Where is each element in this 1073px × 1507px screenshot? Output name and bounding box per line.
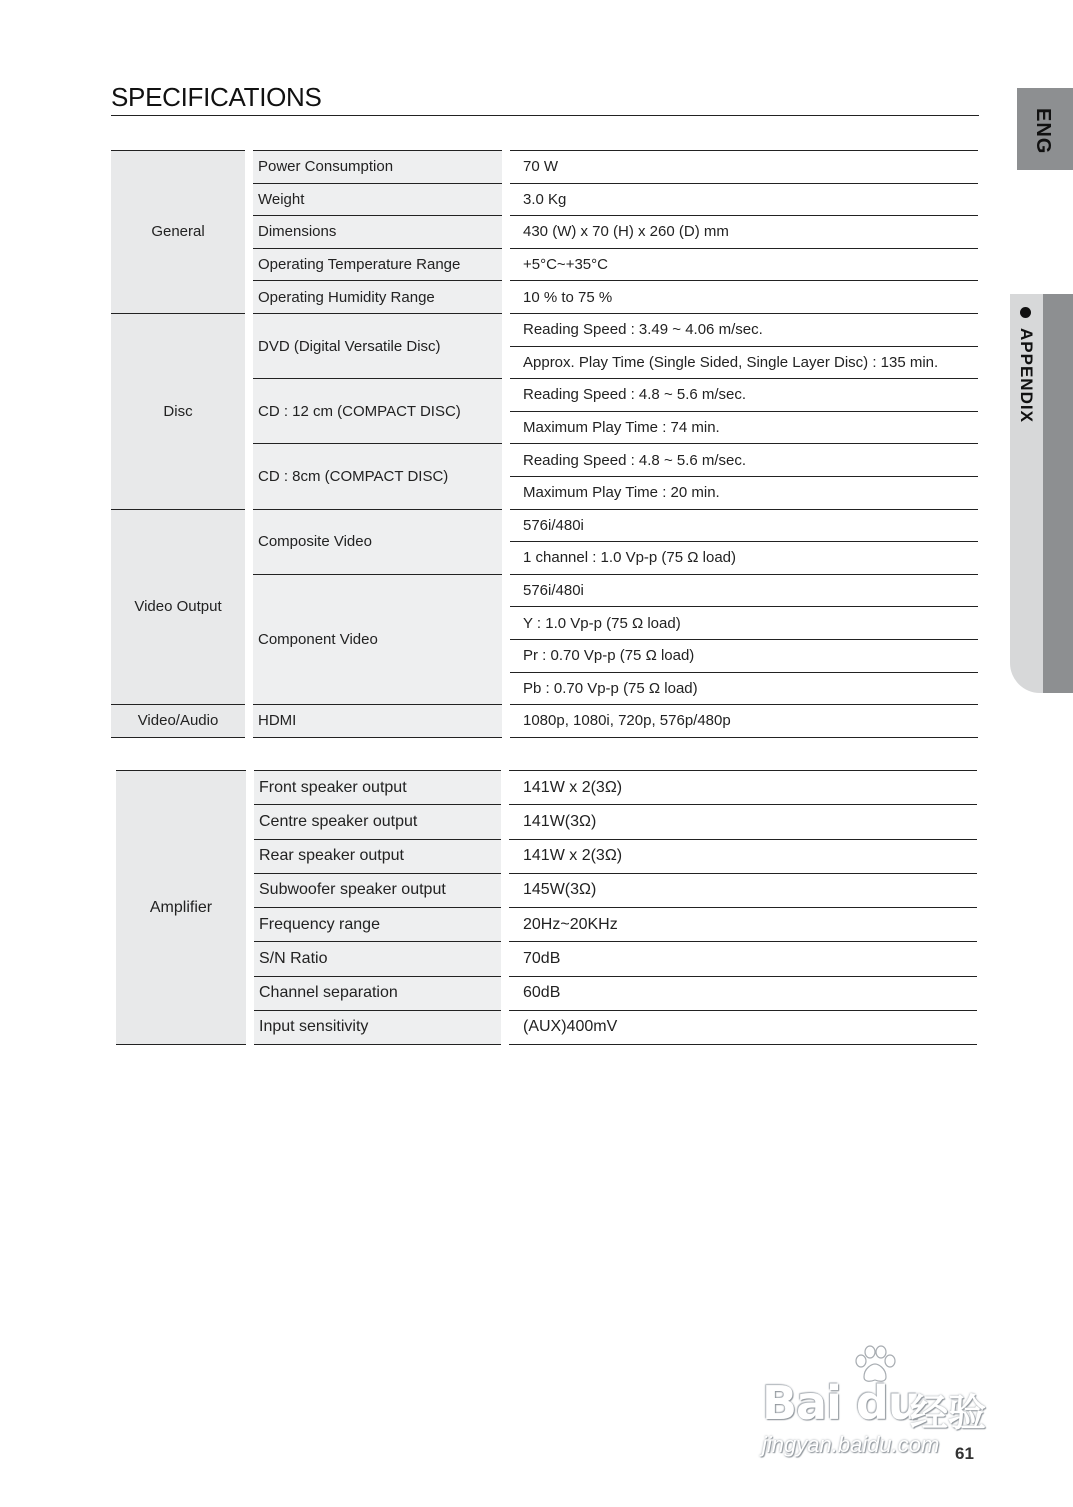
watermark-chinese: 经验 (910, 1393, 987, 1435)
spec-value: 430 (W) x 70 (H) x 260 (D) mm (510, 216, 978, 249)
spec-item: Operating Humidity Range (253, 281, 502, 314)
category-general: General (111, 151, 245, 314)
language-tab (1017, 88, 1073, 170)
spec-item: Front speaker output (254, 771, 501, 805)
spec-item: Operating Temperature Range (253, 248, 502, 281)
spec-item: Component Video (253, 574, 502, 704)
spec-item: Rear speaker output (254, 839, 501, 873)
spec-value: Reading Speed : 4.8 ~ 5.6 m/sec. (510, 379, 978, 412)
spec-item: S/N Ratio (254, 942, 501, 976)
spec-value: 145W(3Ω) (509, 873, 977, 907)
spec-value: Pb : 0.70 Vp-p (75 Ω load) (510, 672, 978, 705)
spec-value: Reading Speed : 3.49 ~ 4.06 m/sec. (510, 313, 978, 346)
spec-value: Maximum Play Time : 20 min. (510, 476, 978, 509)
title-rule (111, 115, 979, 116)
spec-value: 141W x 2(3Ω) (509, 771, 977, 805)
table-row (111, 151, 978, 184)
category-video-output: Video Output (111, 509, 245, 705)
section-tab-bar (1043, 294, 1073, 693)
spec-value: Approx. Play Time (Single Sided, Single Layer Disc) : 135 min. (510, 346, 978, 379)
spec-item: Centre speaker output (254, 805, 501, 839)
category-disc: Disc (111, 313, 245, 509)
spec-value: 3.0 Kg (510, 183, 978, 216)
spec-value: Reading Speed : 4.8 ~ 5.6 m/sec. (510, 444, 978, 477)
table-row (111, 705, 978, 738)
watermark-url: jingyan.baidu.com (762, 1432, 940, 1457)
spec-value: Pr : 0.70 Vp-p (75 Ω load) (510, 639, 978, 672)
spec-value: Y : 1.0 Vp-p (75 Ω load) (510, 607, 978, 640)
spec-value: 70dB (509, 942, 977, 976)
spec-item: DVD (Digital Versatile Disc) (253, 313, 502, 378)
spec-item: CD : 12 cm (COMPACT DISC) (253, 379, 502, 444)
watermark-logo: Bai du (762, 1376, 920, 1430)
section-tab-label: APPENDIX (1017, 328, 1036, 423)
spec-value: 141W x 2(3Ω) (509, 839, 977, 873)
spec-item: Dimensions (253, 216, 502, 249)
spec-item: Channel separation (254, 976, 501, 1010)
spec-value: 1 channel : 1.0 Vp-p (75 Ω load) (510, 542, 978, 575)
spec-table-amplifier (116, 770, 977, 1045)
spec-item: Composite Video (253, 509, 502, 574)
spec-item: Frequency range (254, 908, 501, 942)
spec-value: Maximum Play Time : 74 min. (510, 411, 978, 444)
spec-value: 576i/480i (510, 509, 978, 542)
language-tab-label: ENG (1032, 108, 1054, 155)
category-amplifier: Amplifier (116, 771, 246, 1045)
spec-value: +5°C~+35°C (510, 248, 978, 281)
page-title: SPECIFICATIONS (111, 82, 322, 112)
spec-item: CD : 8cm (COMPACT DISC) (253, 444, 502, 509)
spec-value: 141W(3Ω) (509, 805, 977, 839)
table-row (111, 313, 978, 346)
bullet-icon (1020, 307, 1031, 318)
spec-item: HDMI (253, 705, 502, 738)
spec-value: (AUX)400mV (509, 1010, 977, 1044)
table-row (116, 771, 977, 805)
category-video-audio: Video/Audio (111, 705, 245, 738)
baidu-watermark (756, 1340, 1016, 1470)
page-number: 61 (955, 1444, 974, 1463)
spec-value: 20Hz~20KHz (509, 908, 977, 942)
spec-table-main (111, 150, 978, 738)
spec-value: 1080p, 1080i, 720p, 576p/480p (510, 705, 978, 738)
spec-value: 60dB (509, 976, 977, 1010)
spec-value: 576i/480i (510, 574, 978, 607)
spec-item: Power Consumption (253, 151, 502, 184)
spec-value: 10 % to 75 % (510, 281, 978, 314)
spec-item: Input sensitivity (254, 1010, 501, 1044)
spec-item: Subwoofer speaker output (254, 873, 501, 907)
spec-item: Weight (253, 183, 502, 216)
table-row (111, 509, 978, 542)
spec-value: 70 W (510, 151, 978, 184)
